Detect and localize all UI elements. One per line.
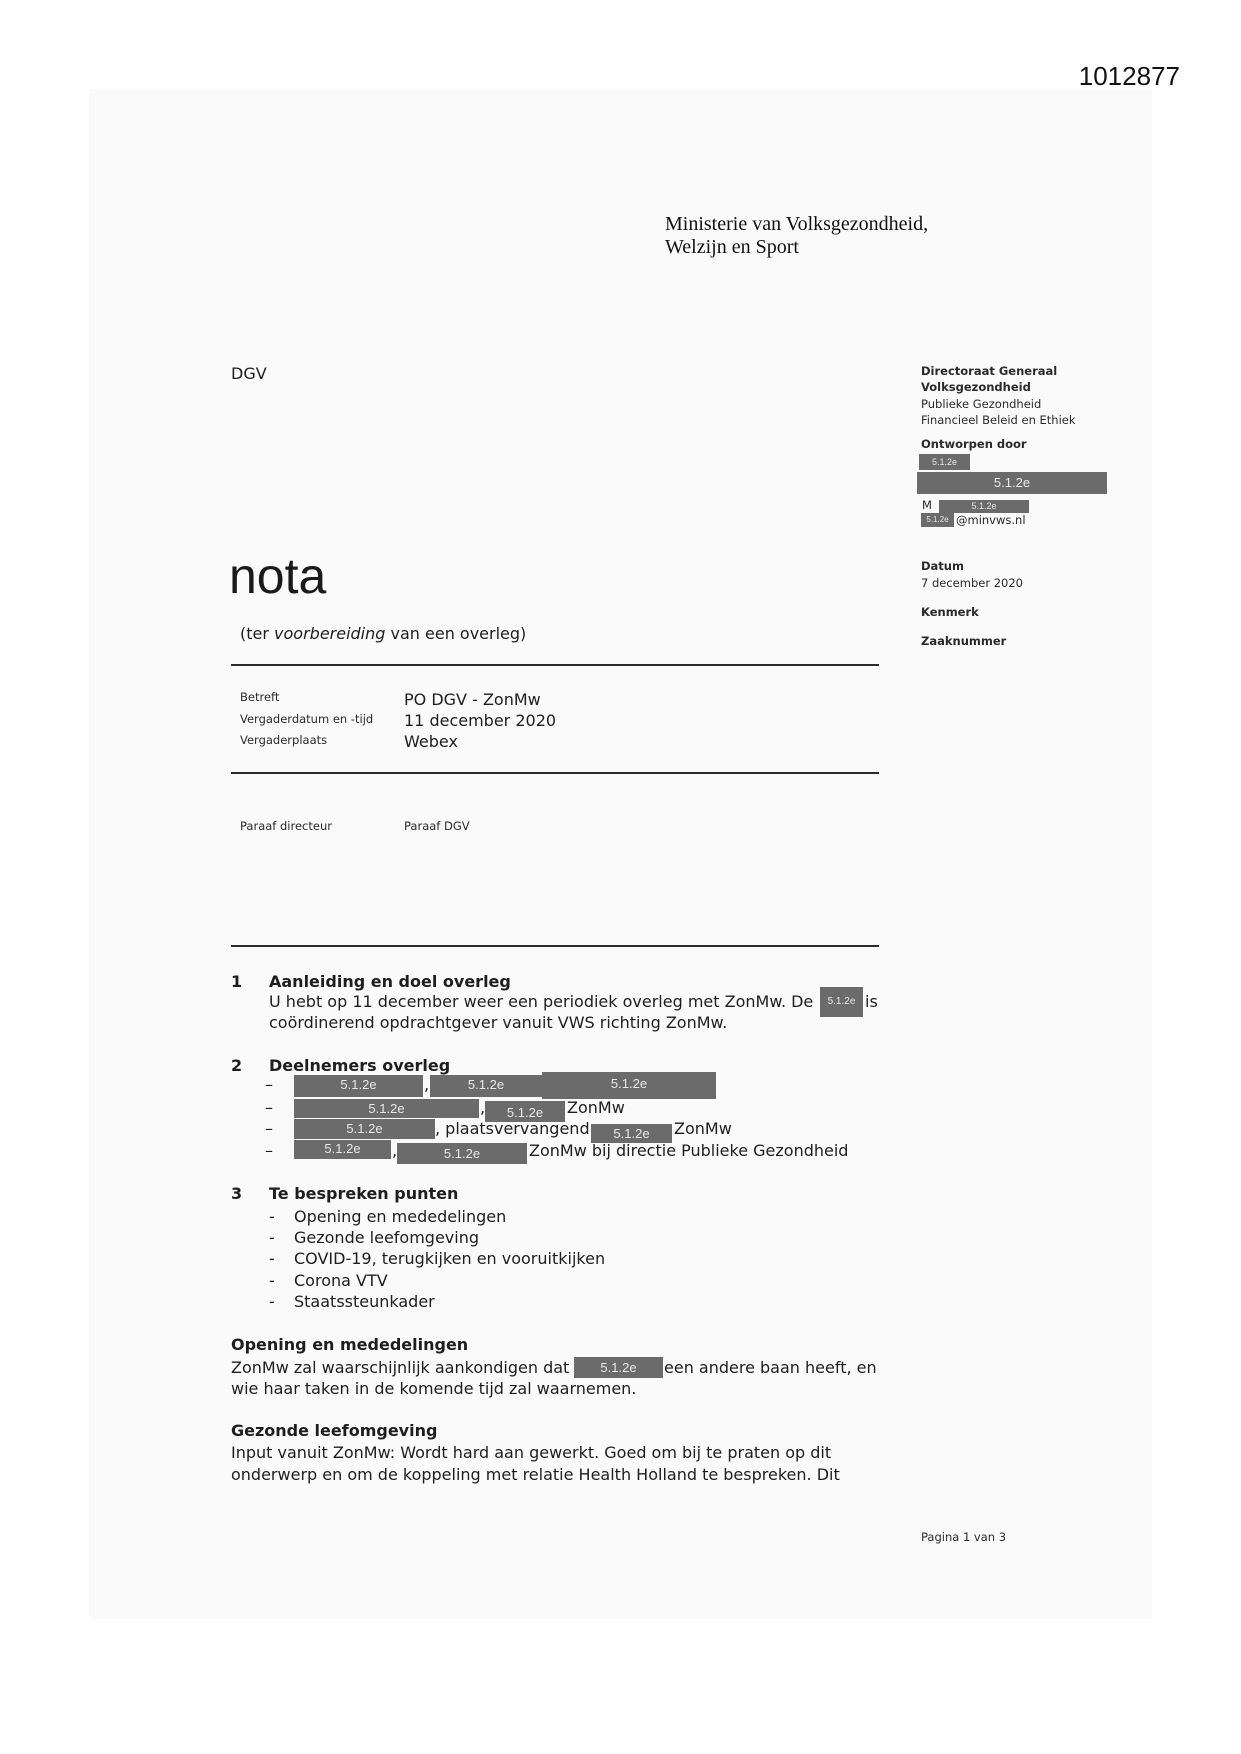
participant-redaction: 5.1.2e — [542, 1072, 716, 1099]
participant-department: ZonMw bij directie Publieke Gezondheid — [529, 1141, 849, 1160]
email-user-redaction: 5.1.2e — [921, 513, 954, 527]
sender-unit: DGV — [231, 364, 267, 383]
org-line-1: Directoraat Generaal — [921, 364, 1058, 378]
participant-redaction: 5.1.2e — [294, 1119, 435, 1139]
participant-redaction: 5.1.2e — [591, 1124, 672, 1143]
ministry-name-line-1: Ministerie van Volksgezondheid, — [665, 213, 929, 235]
section-1-line-1-end: is — [865, 992, 878, 1011]
agenda-bullet: - — [269, 1292, 275, 1311]
meeting-date-value: 11 december 2020 — [404, 711, 557, 730]
agenda-bullet: - — [269, 1228, 275, 1247]
subtitle-emphasis: voorbereiding — [274, 624, 386, 643]
section-3-number: 3 — [231, 1184, 243, 1203]
subtitle-open: (ter — [240, 624, 275, 643]
divider-middle — [231, 772, 879, 774]
section-3-heading: Te bespreken punten — [269, 1184, 459, 1203]
designer-name-redaction: 5.1.2e — [917, 472, 1107, 494]
case-number-label: Zaaknummer — [921, 634, 1007, 648]
participant-organisation: ZonMw — [674, 1119, 732, 1138]
section-1-number: 1 — [231, 972, 243, 991]
date-value: 7 december 2020 — [921, 576, 1023, 590]
opening-heading: Opening en mededelingen — [231, 1335, 469, 1354]
mobile-label: M — [922, 498, 932, 512]
designed-by-label: Ontworpen door — [921, 437, 1027, 451]
participant-redaction: 5.1.2e — [430, 1075, 542, 1097]
agenda-item: COVID-19, terugkijken en vooruitkijken — [294, 1249, 606, 1268]
participant-bullet: – — [265, 1098, 273, 1117]
agenda-bullet: - — [269, 1271, 275, 1290]
participant-separator: , — [480, 1098, 486, 1117]
participant-separator: , — [424, 1075, 430, 1094]
note-subtitle — [240, 624, 526, 644]
subtitle-close: van een overleg) — [385, 624, 527, 643]
subject-label: Betreft — [240, 690, 280, 704]
participant-bullet: – — [265, 1141, 273, 1160]
section-1-line-1: U hebt op 11 december weer een periodiek overleg met ZonMw. De — [269, 992, 814, 1011]
participant-redaction: 5.1.2e — [294, 1099, 479, 1118]
participant-redaction: 5.1.2e — [485, 1101, 565, 1122]
participant-redaction: 5.1.2e — [294, 1075, 423, 1097]
email-domain: @minvws.nl — [956, 513, 1026, 527]
participant-redaction: 5.1.2e — [294, 1140, 391, 1159]
date-label: Datum — [921, 559, 964, 573]
healthy-environment-line-2: onderwerp en om de koppeling met relatie Health Holland te bespreken. Dit — [231, 1465, 840, 1484]
meeting-place-value: Webex — [404, 732, 458, 751]
director-signoff-label: Paraaf directeur — [240, 819, 332, 833]
section-2-heading: Deelnemers overleg — [269, 1056, 451, 1075]
mobile-number-redaction: 5.1.2e — [939, 500, 1029, 513]
coordinator-redaction: 5.1.2e — [820, 987, 863, 1017]
agenda-bullet: - — [269, 1249, 275, 1268]
staff-member-redaction: 5.1.2e — [574, 1357, 663, 1378]
healthy-environment-heading: Gezonde leefomgeving — [231, 1421, 438, 1440]
participant-role: , plaatsvervangend — [435, 1119, 590, 1138]
participant-bullet: – — [265, 1075, 273, 1094]
opening-line-1: ZonMw zal waarschijnlijk aankondigen dat — [231, 1358, 570, 1377]
divider-top — [231, 664, 879, 666]
meeting-date-label: Vergaderdatum en -tijd — [240, 712, 374, 726]
participant-organisation: ZonMw — [567, 1098, 625, 1117]
note-title: nota — [229, 548, 327, 604]
opening-line-2: wie haar taken in de komende tijd zal waarnemen. — [231, 1379, 637, 1398]
opening-line-1-end: een andere baan heeft, en — [664, 1358, 877, 1377]
subject-value: PO DGV - ZonMw — [404, 690, 541, 709]
divider-bottom — [231, 945, 879, 947]
agenda-item: Corona VTV — [294, 1271, 388, 1290]
participant-redaction: 5.1.2e — [397, 1143, 527, 1164]
participant-bullet: – — [265, 1119, 273, 1138]
agenda-item: Opening en mededelingen — [294, 1207, 507, 1226]
agenda-item: Gezonde leefomgeving — [294, 1228, 480, 1247]
reference-label: Kenmerk — [921, 605, 979, 619]
designer-initials-redaction: 5.1.2e — [919, 454, 970, 470]
agenda-item: Staatssteunkader — [294, 1292, 435, 1311]
section-2-number: 2 — [231, 1056, 243, 1075]
participant-separator: , — [392, 1141, 398, 1160]
section-1-line-2: coördinerend opdrachtgever vanuit VWS richting ZonMw. — [269, 1013, 728, 1032]
section-1-heading: Aanleiding en doel overleg — [269, 972, 511, 991]
org-line-2: Volksgezondheid — [921, 380, 1031, 394]
page-indicator: Pagina 1 van 3 — [921, 1530, 1007, 1544]
meeting-place-label: Vergaderplaats — [240, 733, 328, 747]
document-number: 1012877 — [1078, 61, 1180, 91]
dgv-signoff-label: Paraaf DGV — [404, 819, 470, 833]
healthy-environment-line-1: Input vanuit ZonMw: Wordt hard aan gewerkt. Goed om bij te praten op dit — [231, 1443, 832, 1462]
org-line-4: Financieel Beleid en Ethiek — [921, 413, 1076, 427]
ministry-name-line-2: Welzijn en Sport — [665, 236, 799, 258]
org-line-3: Publieke Gezondheid — [921, 397, 1042, 411]
agenda-bullet: - — [269, 1207, 275, 1226]
